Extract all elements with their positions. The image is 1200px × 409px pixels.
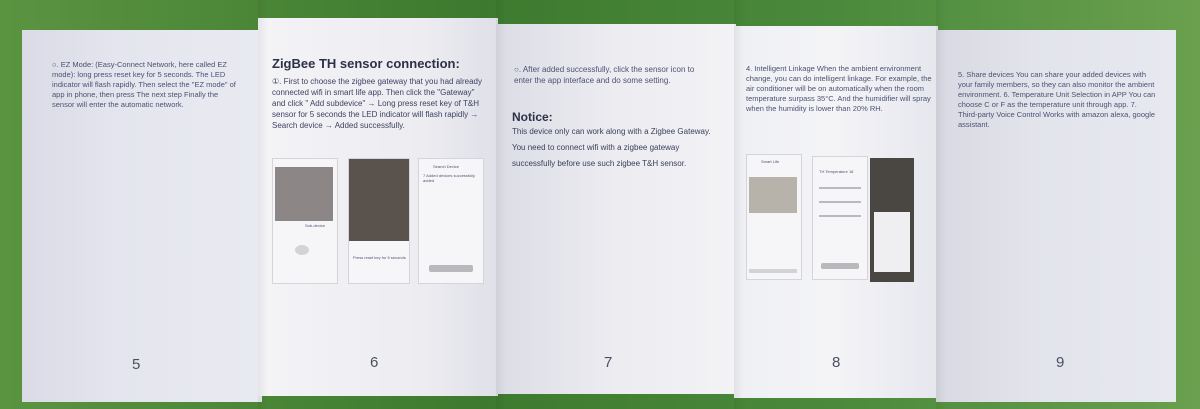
app-screenshot-th-temperature bbox=[812, 156, 868, 280]
added-devices-line: 7 Added devices successfully added bbox=[423, 173, 476, 183]
app-screenshot-menu bbox=[870, 158, 914, 282]
device-icon bbox=[295, 245, 309, 255]
done-button bbox=[429, 265, 473, 272]
app-screenshot-sub-device bbox=[272, 158, 338, 284]
tab-bar bbox=[749, 269, 797, 273]
setting-row bbox=[819, 187, 861, 189]
setting-row bbox=[819, 201, 861, 203]
page-number: 9 bbox=[1056, 354, 1065, 371]
notice-text: This device only can work along with a Zigbee Gateway. You need to connect wifi with a zigbee gateway successfully before use such zigbee T&H sensor. bbox=[512, 127, 711, 168]
page-8 bbox=[734, 26, 938, 398]
page-number: 6 bbox=[370, 354, 379, 371]
save-button bbox=[821, 263, 859, 269]
dark-device-photo bbox=[349, 159, 409, 241]
page-number: 7 bbox=[604, 354, 613, 371]
app-screenshot-smart-life bbox=[746, 154, 802, 280]
page-number: 5 bbox=[132, 356, 141, 373]
fold-crease bbox=[258, 0, 268, 409]
setting-row bbox=[819, 215, 861, 217]
ez-mode-text: ○. EZ Mode: (Easy-Connect Network, here called EZ mode): long press reset key for 5 seconds. The LED indicator will flash rapidly. Then select the "EZ mode" of app in phone, then press The next step Finally the sensor will enter the automatic network. bbox=[52, 60, 236, 109]
share-temperature-voice-text: 5. Share devices You can share your added devices with your family members, so they can also monitor the ambient environment. 6. Temperature Unit Selection in APP You can choose C or F as the temperature unit through app. 7. Third-party Voice Control Works with amazon alexa, google assistant. bbox=[958, 70, 1156, 129]
fold-crease bbox=[496, 0, 506, 409]
search-device-title: Search Device bbox=[433, 164, 460, 169]
fold-crease bbox=[734, 0, 744, 409]
fold-crease bbox=[936, 0, 946, 409]
zigbee-connection-title: ZigBee TH sensor connection: bbox=[272, 56, 460, 71]
intelligent-linkage-text: 4. Intelligent Linkage When the ambient environment change, you can do intelligent linkage. For example, the air conditioner will be on automatically when the room temperature surpass 35°C. And the humidifier will spray when the humidity is lower than 20% RH. bbox=[746, 64, 932, 113]
page-7 bbox=[496, 24, 736, 394]
zigbee-connection-steps: ①. First to choose the zigbee gateway that you had already connected wifi in smart life app. Then click the "Gateway" and click " Add subdevice" → Long press reset key of T&H sensor for 5 seconds the LED indicator will flash rapidly → Search device → Added successfully. bbox=[272, 77, 482, 130]
notice-title: Notice: bbox=[512, 110, 553, 124]
reset-caption: Press reset key for 5 seconds bbox=[353, 255, 406, 260]
after-added-text: ○. After added successfully, click the sensor icon to enter the app interface and do some setting. bbox=[514, 65, 695, 85]
room-photo bbox=[749, 177, 797, 213]
app-screenshot-reset bbox=[348, 158, 410, 284]
page-5 bbox=[22, 30, 262, 402]
app-screenshot-search-device bbox=[418, 158, 484, 284]
th-temperature-title: TH Temperature 18 bbox=[819, 169, 854, 174]
smart-life-title: Smart Life bbox=[761, 159, 780, 164]
page-6 bbox=[258, 18, 498, 396]
page-number: 8 bbox=[832, 354, 841, 371]
page-9 bbox=[936, 30, 1176, 402]
reset-photo bbox=[275, 167, 333, 221]
menu-sheet bbox=[874, 212, 910, 272]
sub-device-label: Sub-device bbox=[305, 223, 326, 228]
